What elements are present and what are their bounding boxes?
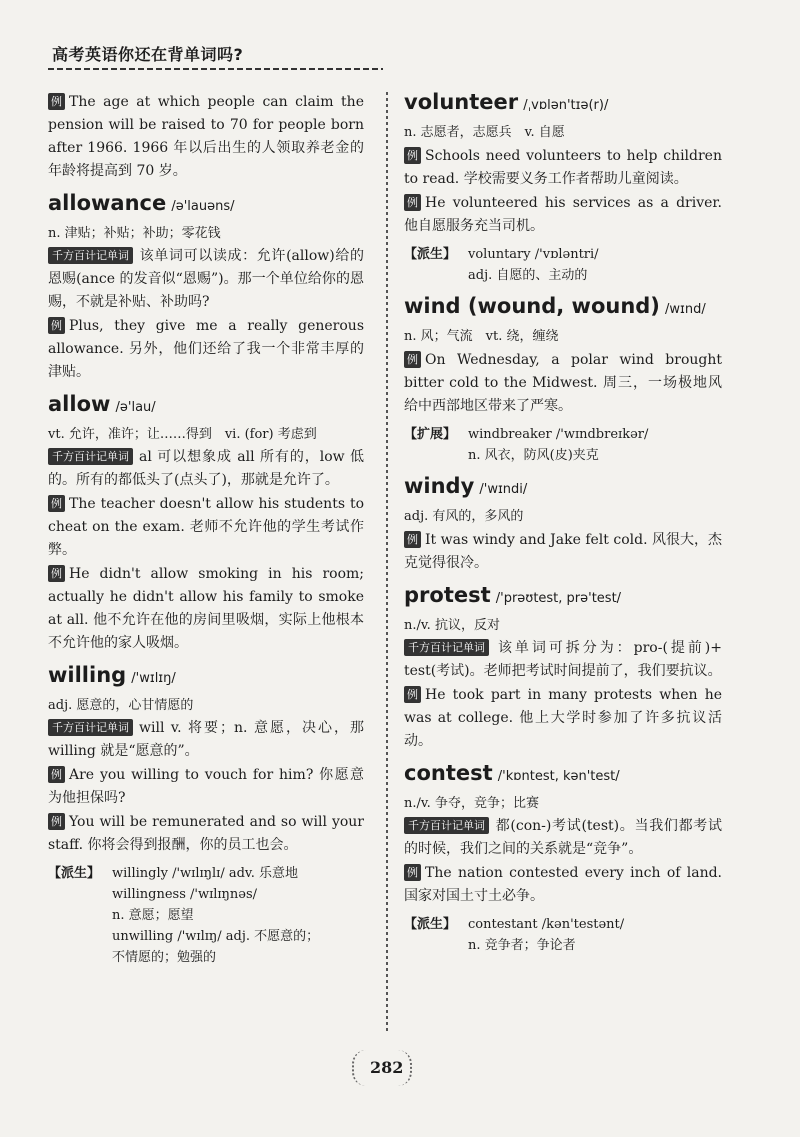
headword: willing xyxy=(48,663,127,687)
right-column xyxy=(404,88,722,962)
derived-line: willingness /'wɪlɪŋnəs/ xyxy=(112,887,258,902)
extended-line: windbreaker /'wɪndbreɪkər/ xyxy=(468,427,649,442)
memory-tip: 千方百计记单词 该单词可以读成：允许(allow)给的恩赐(ance 的发音似“恩赐”)。那一个单位给你的恩赐，不就是补贴、补助吗? xyxy=(48,248,364,310)
entry-contest xyxy=(404,759,722,956)
example-sentence: 例 You will be remunerated and so will your staff. 你将会得到报酬，你的员工也会。 xyxy=(48,814,364,853)
example-tag: 例 xyxy=(404,686,421,703)
headword: windy xyxy=(404,474,475,498)
example-tag: 例 xyxy=(404,147,421,164)
column-divider xyxy=(386,92,388,1032)
headword: protest xyxy=(404,583,491,607)
headword: allowance xyxy=(48,191,167,215)
memory-tip: 千方百计记单词 al 可以想象成 all 所有的，low 低的。所有的都低头了(点头了)，那就是允许了。 xyxy=(48,449,364,488)
extended-words xyxy=(404,424,722,466)
book-header-title: 高考英语你还在背单词吗? xyxy=(52,45,244,64)
entry-volunteer xyxy=(404,88,722,286)
extended-tag: 【扩展】 xyxy=(404,427,457,442)
example-tag: 例 xyxy=(48,495,65,512)
definition: vt. 允许，准许；让……得到 vi. (for) 考虑到 xyxy=(48,427,317,442)
memory-tip: 千方百计记单词 都(con-)考试(test)。当我们都考试的时候，我们之间的关系就是“竞争”。 xyxy=(404,818,722,857)
example-sentence: 例 He volunteered his services as a driver. 他自愿服务充当司机。 xyxy=(404,195,722,234)
memory-tag: 千方百计记单词 xyxy=(404,639,489,656)
example-sentence: 例 It was windy and Jake felt cold. 风很大，杰克觉得很冷。 xyxy=(404,532,722,571)
entry-allow xyxy=(48,390,364,655)
definition: n./v. 争夺，竞争；比赛 xyxy=(404,796,539,811)
definition: n./v. 抗议，反对 xyxy=(404,618,500,633)
phonetic: /wɪnd/ xyxy=(665,302,706,317)
definition: adj. 有风的，多风的 xyxy=(404,509,524,524)
phonetic: /'kɒntest, kən'test/ xyxy=(497,769,620,784)
entry-windy xyxy=(404,472,722,575)
headword: wind (wound, wound) xyxy=(404,294,660,318)
phonetic: /ə'lau/ xyxy=(115,400,156,415)
memory-tag: 千方百计记单词 xyxy=(404,817,489,834)
example-sentence: 例 Schools need volunteers to help children to read. 学校需要义务工作者帮助儿童阅读。 xyxy=(404,148,722,187)
derived-line: contestant /kən'testənt/ xyxy=(468,917,625,932)
extended-line: n. 风衣，防风(皮)夹克 xyxy=(468,448,599,463)
page-number: 282 xyxy=(370,1058,404,1077)
intro-example: 例 The age at which people can claim the pension will be raised to 70 for people born after 1966. 1966 年以后出生的人领取养老金的年龄将提高到 70 岁。 xyxy=(48,94,364,179)
phonetic: /'wɪndi/ xyxy=(479,482,528,497)
example-tag: 例 xyxy=(48,766,65,783)
derived-line: adj. 自愿的、主动的 xyxy=(468,268,588,283)
derived-words xyxy=(404,914,722,956)
example-sentence: 例 The nation contested every inch of land. 国家对国土寸土必争。 xyxy=(404,865,722,904)
example-tag: 例 xyxy=(48,317,65,334)
headword: volunteer xyxy=(404,90,519,114)
derived-tag: 【派生】 xyxy=(48,866,101,881)
example-tag: 例 xyxy=(404,194,421,211)
derived-line: n. 竞争者；争论者 xyxy=(468,938,576,953)
entry-willing xyxy=(48,661,364,968)
entry-allowance xyxy=(48,189,364,384)
definition: n. 志愿者，志愿兵 v. 自愿 xyxy=(404,125,565,140)
headword: allow xyxy=(48,392,111,416)
example-tag: 例 xyxy=(404,531,421,548)
entry-protest xyxy=(404,581,722,753)
memory-tag: 千方百计记单词 xyxy=(48,719,133,736)
phonetic: /'wɪlɪŋ/ xyxy=(131,671,176,686)
entry-wind xyxy=(404,292,722,466)
derived-words xyxy=(48,863,364,968)
left-column xyxy=(48,90,364,974)
memory-tip: 千方百计记单词 will v. 将要；n. 意愿，决心，那 willing 就是“愿意的”。 xyxy=(48,720,364,759)
example-tag: 例 xyxy=(404,864,421,881)
example-sentence: 例 Are you willing to vouch for him? 你愿意为他担保吗? xyxy=(48,767,364,806)
example-tag: 例 xyxy=(48,565,65,582)
memory-tag: 千方百计记单词 xyxy=(48,247,133,264)
derived-line: willingly /'wɪlɪŋlɪ/ adv. 乐意地 xyxy=(112,866,298,881)
derived-line: unwilling /'wɪlɪŋ/ adj. 不愿意的； xyxy=(112,929,320,944)
memory-tip: 千方百计记单词 该单词可拆分为：pro-(提前)+ test(考试)。老师把考试时间提前了，我们要抗议。 xyxy=(404,640,722,679)
example-sentence: 例 He took part in many protests when he was at college. 他上大学时参加了许多抗议活动。 xyxy=(404,687,722,749)
phonetic: /'prəʊtest, prə'test/ xyxy=(495,591,622,606)
derived-line: voluntary /'vɒləntri/ xyxy=(468,247,599,262)
headword: contest xyxy=(404,761,493,785)
example-sentence: 例 He didn't allow smoking in his room; actually he didn't allow his family to smoke at all. 他不允许在他的房间里吸烟，实际上他根本不允许他的家人吸烟。 xyxy=(48,566,364,651)
definition: n. 津贴；补贴；补助；零花钱 xyxy=(48,226,221,241)
memory-tag: 千方百计记单词 xyxy=(48,448,133,465)
example-sentence: 例 On Wednesday, a polar wind brought bitter cold to the Midwest. 周三，一场极地风给中西部地区带来了严寒。 xyxy=(404,352,722,414)
definition: n. 风；气流 vt. 绕，缠绕 xyxy=(404,329,559,344)
derived-line: n. 意愿；愿望 xyxy=(112,908,194,923)
example-sentence: 例 The teacher doesn't allow his students to cheat on the exam. 老师不允许他的学生考试作弊。 xyxy=(48,496,364,558)
derived-words xyxy=(404,244,722,286)
phonetic: /ə'lauəns/ xyxy=(171,199,235,214)
definition: adj. 愿意的，心甘情愿的 xyxy=(48,698,194,713)
derived-tag: 【派生】 xyxy=(404,247,457,262)
derived-line: 不情愿的；勉强的 xyxy=(112,950,217,965)
example-tag: 例 xyxy=(48,813,65,830)
phonetic: /ˌvɒlən'tɪə(r)/ xyxy=(523,98,609,113)
derived-tag: 【派生】 xyxy=(404,917,457,932)
header-rule xyxy=(48,68,383,70)
example-sentence: 例 Plus, they give me a really generous allowance. 另外，他们还给了我一个非常丰厚的津贴。 xyxy=(48,318,364,380)
example-tag: 例 xyxy=(48,93,65,110)
example-tag: 例 xyxy=(404,351,421,368)
